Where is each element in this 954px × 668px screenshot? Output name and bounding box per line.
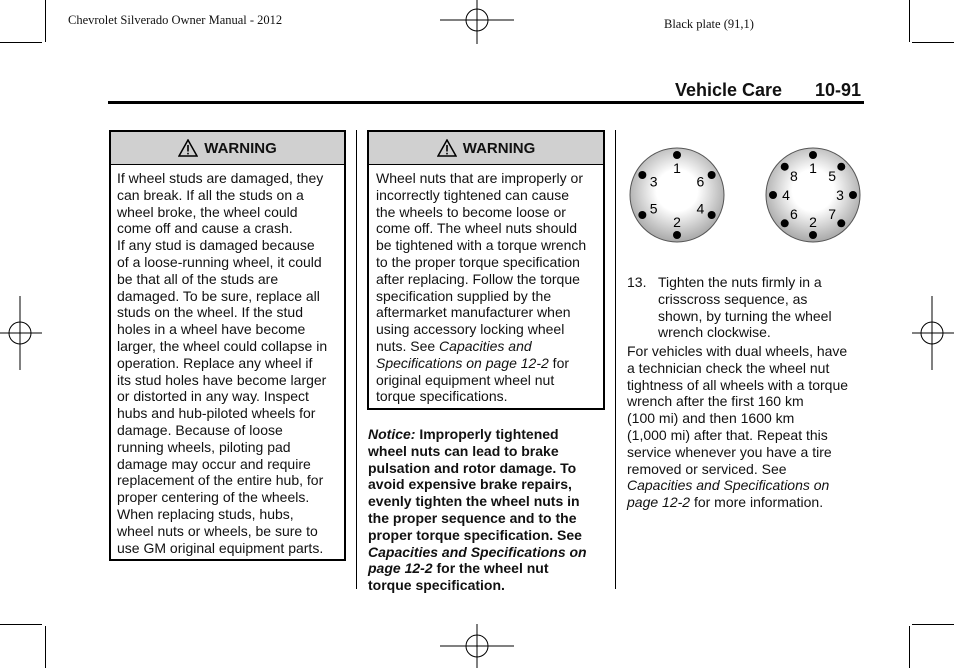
lug-nut-number: 4 (696, 200, 705, 217)
section-title: Vehicle Care (675, 80, 783, 100)
lug-nut-number: 6 (696, 173, 705, 190)
lug-nut-number: 8 (790, 167, 798, 184)
lug-nut-sequence-diagram (620, 140, 870, 250)
lug-nut-number: 1 (673, 160, 681, 176)
registration-mark-icon (912, 296, 954, 370)
step-number: 13. (627, 274, 647, 290)
warning-icon (178, 139, 198, 157)
warning-title: WARNING (204, 139, 277, 157)
warning-box (109, 130, 346, 561)
cross-reference-link[interactable]: Capacities and Specifications on page 12-2 (627, 477, 830, 511)
warning-title: WARNING (462, 139, 536, 157)
notice-text (368, 426, 608, 594)
lug-nut-number: 6 (790, 206, 798, 223)
warning-text (369, 165, 603, 410)
notice-body: Improperly tightened wheel nuts can lead to brake pulsation and rotor damage. To avoid expensive brake repairs, evenly tighten the wheel nuts in the proper sequence and to the proper torque specification. See (368, 426, 582, 543)
lug-nut (708, 211, 716, 219)
dual-wheels-paragraph (627, 343, 867, 511)
lug-nut (708, 171, 716, 179)
lug-nut (849, 191, 857, 199)
registration-mark-icon (440, 0, 514, 44)
warning-icon (437, 139, 457, 157)
lug-nut (673, 231, 681, 239)
notice-label: Notice: (368, 426, 416, 442)
warning-text: If wheel studs are damaged, they can break. If all the studs on a wheel broke, the wheel could come off and cause a crash. If any stud is damaged because of a loose-running wheel, it could be that all of the studs are damaged. To be sure, replace all studs on the wheel. If the stud holes in a wheel have become larger, the wheel could collapse in operation. Replace any wheel if its stud holes have become larger or distorted in any way. Inspect hubs and hub-piloted wheels for damage. Because of loose running wheels, piloting pad damage may occur and require replacement of the entire hub, for proper centering of the wheels. When replacing studs, hubs, wheel nuts or wheels, be sure to use GM original equipment parts. (117, 170, 328, 556)
lug-nut (673, 151, 681, 159)
lug-nut (769, 191, 777, 199)
lug-nut-number: 4 (782, 187, 790, 203)
six-lug-wheel (630, 148, 724, 242)
lug-nut (809, 151, 817, 159)
warning-box (367, 130, 605, 410)
lug-nut-number: 3 (649, 173, 658, 190)
lug-nut-number: 1 (809, 160, 817, 176)
lug-nut (809, 231, 817, 239)
header-manual-title: Chevrolet Silverado Owner Manual - 2012 (68, 13, 283, 27)
lug-nut-number: 7 (828, 206, 836, 223)
lug-nut (837, 219, 845, 227)
lug-nut (638, 171, 646, 179)
lug-nut (638, 211, 646, 219)
header-plate: Black plate (91,1) (664, 17, 754, 31)
lug-nut-number: 2 (673, 214, 681, 230)
lug-nut-number: 2 (809, 214, 817, 230)
cross-reference-link[interactable]: Capacities and Specifications on page 12-2 (368, 543, 587, 577)
paragraph-body: For vehicles with dual wheels, have a technician check the wheel nut tightness of all wheels with a torque wrench after the first 160 km (100 mi) and then 1600 km (1,000 mi) after that. Repeat this service whenever you have a tire removed or serviced. See (627, 343, 849, 477)
cross-reference-link[interactable]: Capacities and Specifications on page 12-2 (376, 337, 549, 371)
lug-nut (837, 163, 845, 171)
lug-nut-number: 3 (836, 187, 844, 203)
registration-mark-icon (440, 624, 514, 668)
lug-nut-number: 5 (649, 200, 658, 217)
lug-nut-number: 5 (828, 167, 836, 184)
notice-body-end: for the wheel nut torque specification. (368, 560, 549, 594)
lug-nut (781, 163, 789, 171)
eight-lug-wheel (766, 148, 860, 242)
paragraph-end: for more information. (690, 494, 824, 511)
page-number: 10-91 (815, 80, 862, 100)
registration-mark-icon (0, 296, 42, 370)
step-text: Tighten the nuts firmly in a crisscross sequence, as shown, by turning the wheel wrench clockwise. (658, 274, 832, 341)
warning-body: Wheel nuts that are improperly or incorrectly tightened can cause the wheels to become loose or come off. The wheel nuts should be tightened with a torque wrench to the proper torque specification after replacing. Follow the torque specification supplied by the aftermarket manufacturer when using accessory locking wheel nuts. See (376, 170, 587, 354)
warning-body-end: for original equipment wheel nut torque specifications. (376, 354, 570, 405)
lug-nut (781, 219, 789, 227)
